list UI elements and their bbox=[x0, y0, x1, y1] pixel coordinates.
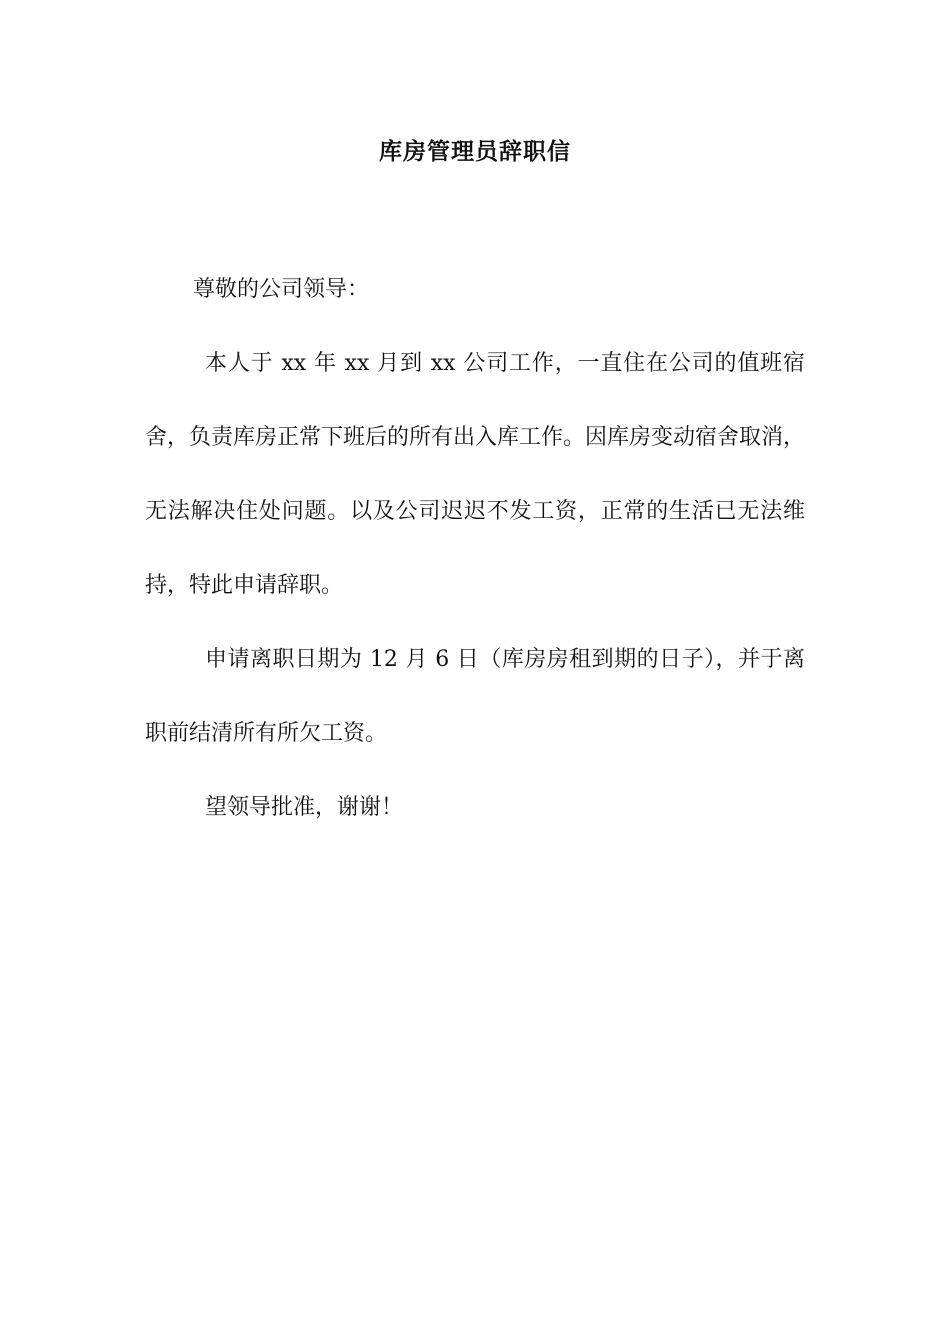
paragraph-resignation-date: 申请离职日期为 12 月 6 日（库房房租到期的日子），并于离职前结清所有所欠工资。 bbox=[145, 647, 805, 746]
paragraph-closing: 望领导批准，谢谢！ bbox=[205, 795, 404, 820]
paragraph-employment: 本人于 xx 年 xx 月到 xx 公司工作，一直住在公司的值班宿舍，负责库房正常下班后的所有出入库工作。因库房变动宿舍取消，无法解决住处问题。以及公司迟迟不发工资，正常的生活已无法维持，特此申请辞职。 bbox=[145, 351, 806, 598]
letter-body bbox=[145, 253, 805, 845]
document-title: 库房管理员辞职信 bbox=[379, 139, 571, 165]
salutation: 尊敬的公司领导： bbox=[193, 277, 370, 302]
